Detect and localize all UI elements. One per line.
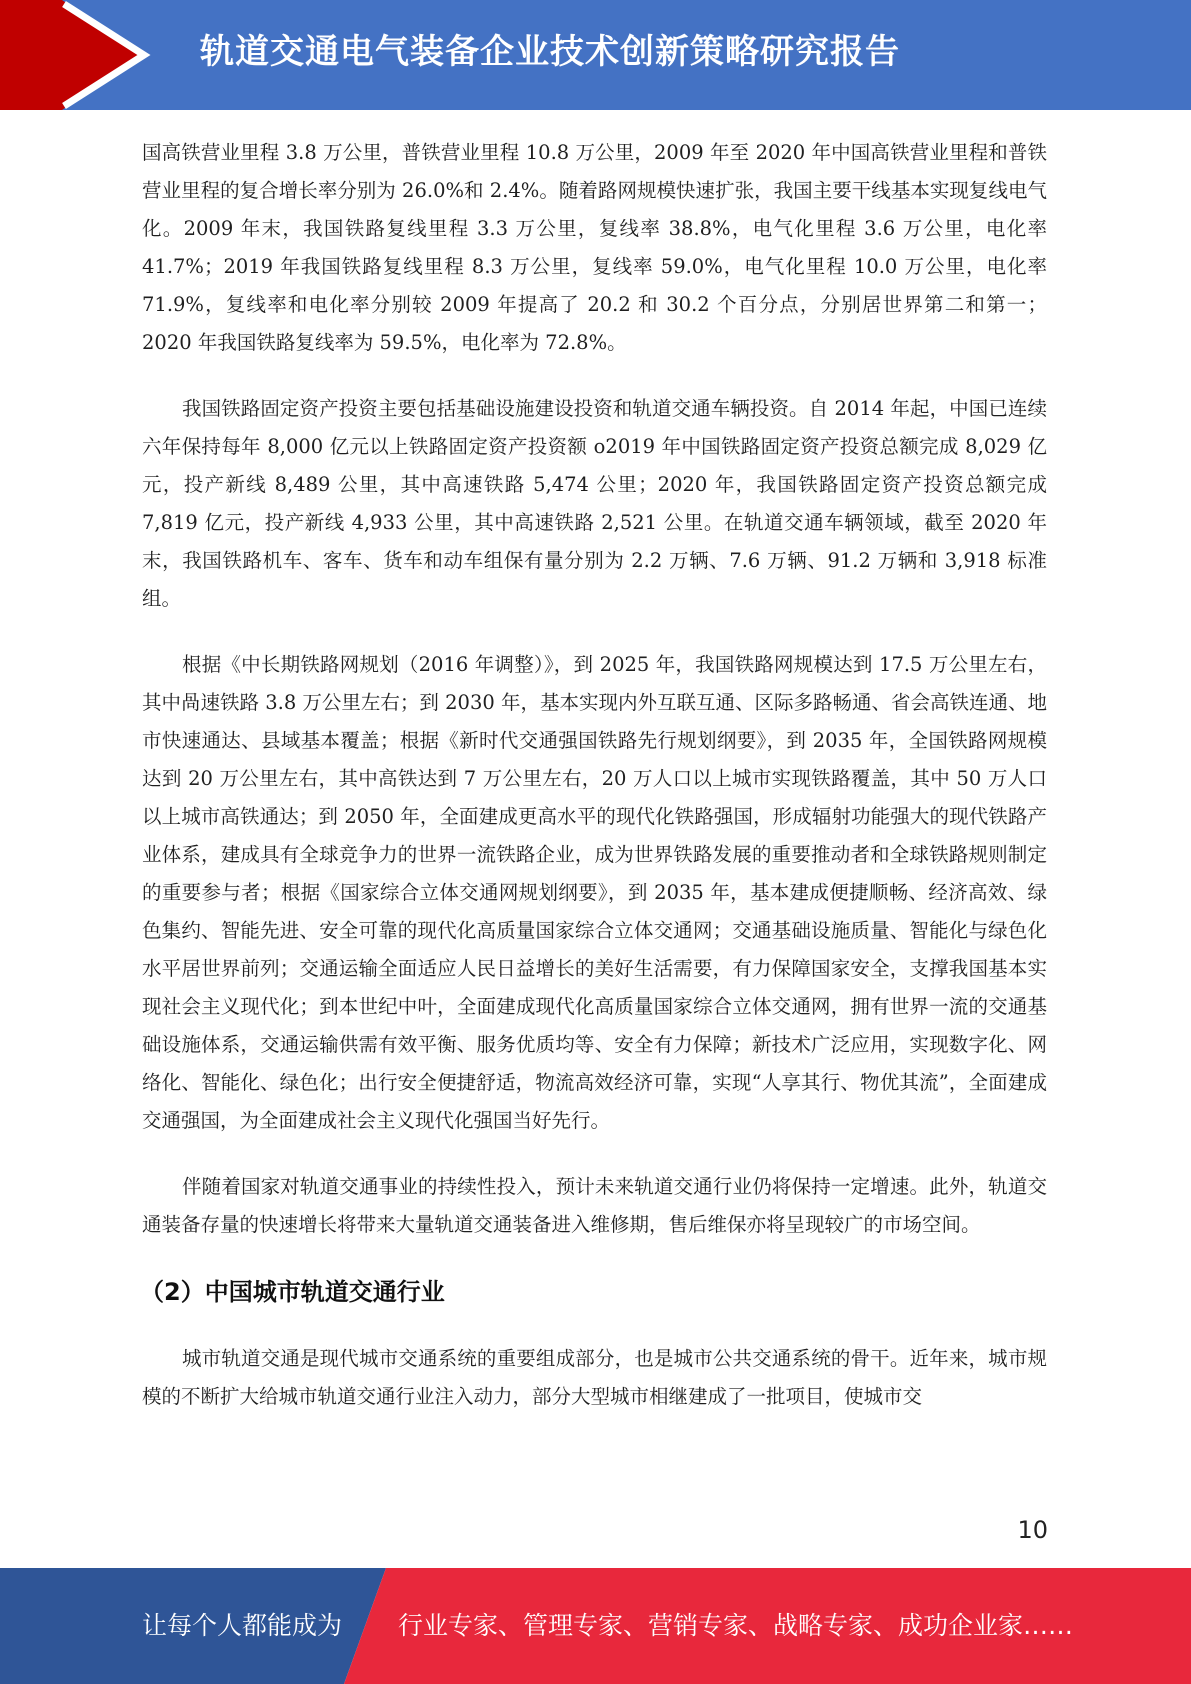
page-header bbox=[0, 0, 1191, 110]
page-footer bbox=[0, 1568, 1191, 1684]
page-content bbox=[142, 134, 1047, 1444]
paragraph-network-planning: 根据《中长期铁路网规划（2016 年调整）》，到 2025 年，我国铁路网规模达到 17.5 万公里左右，其中咼速铁路 3.8 万公里左右；到 2030 年，基本实现内外互联互通、区际多路畅通、省会高铁连通、地市快速通达、县域基本覆盖；根据《新时代交通强国铁路先行规划纲要》，到 2035 年，全国铁路网规模达到 20 万公里左右，其中高铁达到 7 万公里左右，20 万人口以上城市实现铁路覆盖，其中 50 万人口以上城市高铁通达；到 2050 年，全面建成更高水平的现代化铁路强国，形成辐射功能强大的现代铁路产业体系，建成具有全球竞争力的世界一流铁路企业，成为世界铁路发展的重要推动者和全球铁路规则制定的重要参与者；根据《国家综合立体交通网规划纲要》，到 2035 年，基本建成便捷顺畅、经济高效、绿色集约、智能先进、安全可靠的现代化高质量国家综合立体交通网；交通基础设施质量、智能化与绿色化水平居世界前列；交通运输全面适应人民日益增长的美好生活需要，有力保障国家安全，支撑我国基本实现社会主义现代化；到本世纪中叶，全面建成现代化高质量国家综合立体交通网，拥有世界一流的交通基础设施体系，交通运输供需有效平衡、服务优质均等、安全有力保障；新技术广泛应用，实现数字化、网络化、智能化、绿色化；出行安全便捷舒适，物流高效经济可靠，实现“人享其行、物优其流”，全面建成交通强国，为全面建成社会主义现代化强国当好先行。 bbox=[142, 653, 1047, 1132]
section-heading: （2）中国城市轨道交通行业 bbox=[140, 1278, 445, 1306]
page-number: 10 bbox=[1017, 1516, 1048, 1544]
paragraph-fixed-asset-investment: 我国铁路固定资产投资主要包括基础设施建设投资和轨道交通车辆投资。自 2014 年起，中国已连续六年保持每年 8,000 亿元以上铁路固定资产投资额 o2019 年中国铁路固定资产投资总额完成 8,029 亿元，投产新线 8,489 公里，其中高速铁路 5,474 公里；2020 年，我国铁路固定资产投资总额完成 7,819 亿元，投产新线 4,933 公里，其中高速铁路 2,521 公里。在轨道交通车辆领域，截至 2020 年末，我国铁路机车、客车、货车和动车组保有量分别为 2.2 万辆、7.6 万辆、91.2 万辆和 3,918 标准组。 bbox=[142, 397, 1047, 610]
footer-slogan-left: 让每个人都能成为 bbox=[142, 1611, 343, 1640]
report-title: 轨道交通电气装备企业技术创新策略研究报告 bbox=[200, 32, 900, 72]
paragraph-industry-outlook: 伴随着国家对轨道交通事业的持续性投入，预计未来轨道交通行业仍将保持一定增速。此外，轨道交通装备存量的快速增长将带来大量轨道交通装备进入维修期，售后维保亦将呈现较广的市场空间。 bbox=[142, 1175, 1047, 1236]
paragraph-urban-rail: 城市轨道交通是现代城市交通系统的重要组成部分，也是城市公共交通系统的骨干。近年来，城市规模的不断扩大给城市轨道交通行业注入动力，部分大型城市相继建成了一批项目，使城市交 bbox=[142, 1347, 1047, 1408]
paragraph-railway-mileage: 国高铁营业里程 3.8 万公里，普铁营业里程 10.8 万公里，2009 年至 2020 年中国高铁营业里程和普铁营业里程的复合增长率分别为 26.0%和 2.4%。随着路网规模快速扩张，我国主要干线基本实现复线电气化。2009 年末，我国铁路复线里程 3.3 万公里，复线率 38.8%，电气化里程 3.6 万公里，电化率 41.7%；2019 年我国铁路复线里程 8.3 万公里，复线率 59.0%，电气化里程 10.0 万公里，电化率 71.9%，复线率和电化率分别较 2009 年提高了 20.2 和 30.2 个百分点，分别居世界第二和第一；2020 年我国铁路复线率为 59.5%，电化率为 72.8%。 bbox=[142, 141, 1047, 354]
footer-slogan-right: 行业专家、管理专家、营销专家、战略专家、成功企业家…… bbox=[398, 1611, 1074, 1640]
